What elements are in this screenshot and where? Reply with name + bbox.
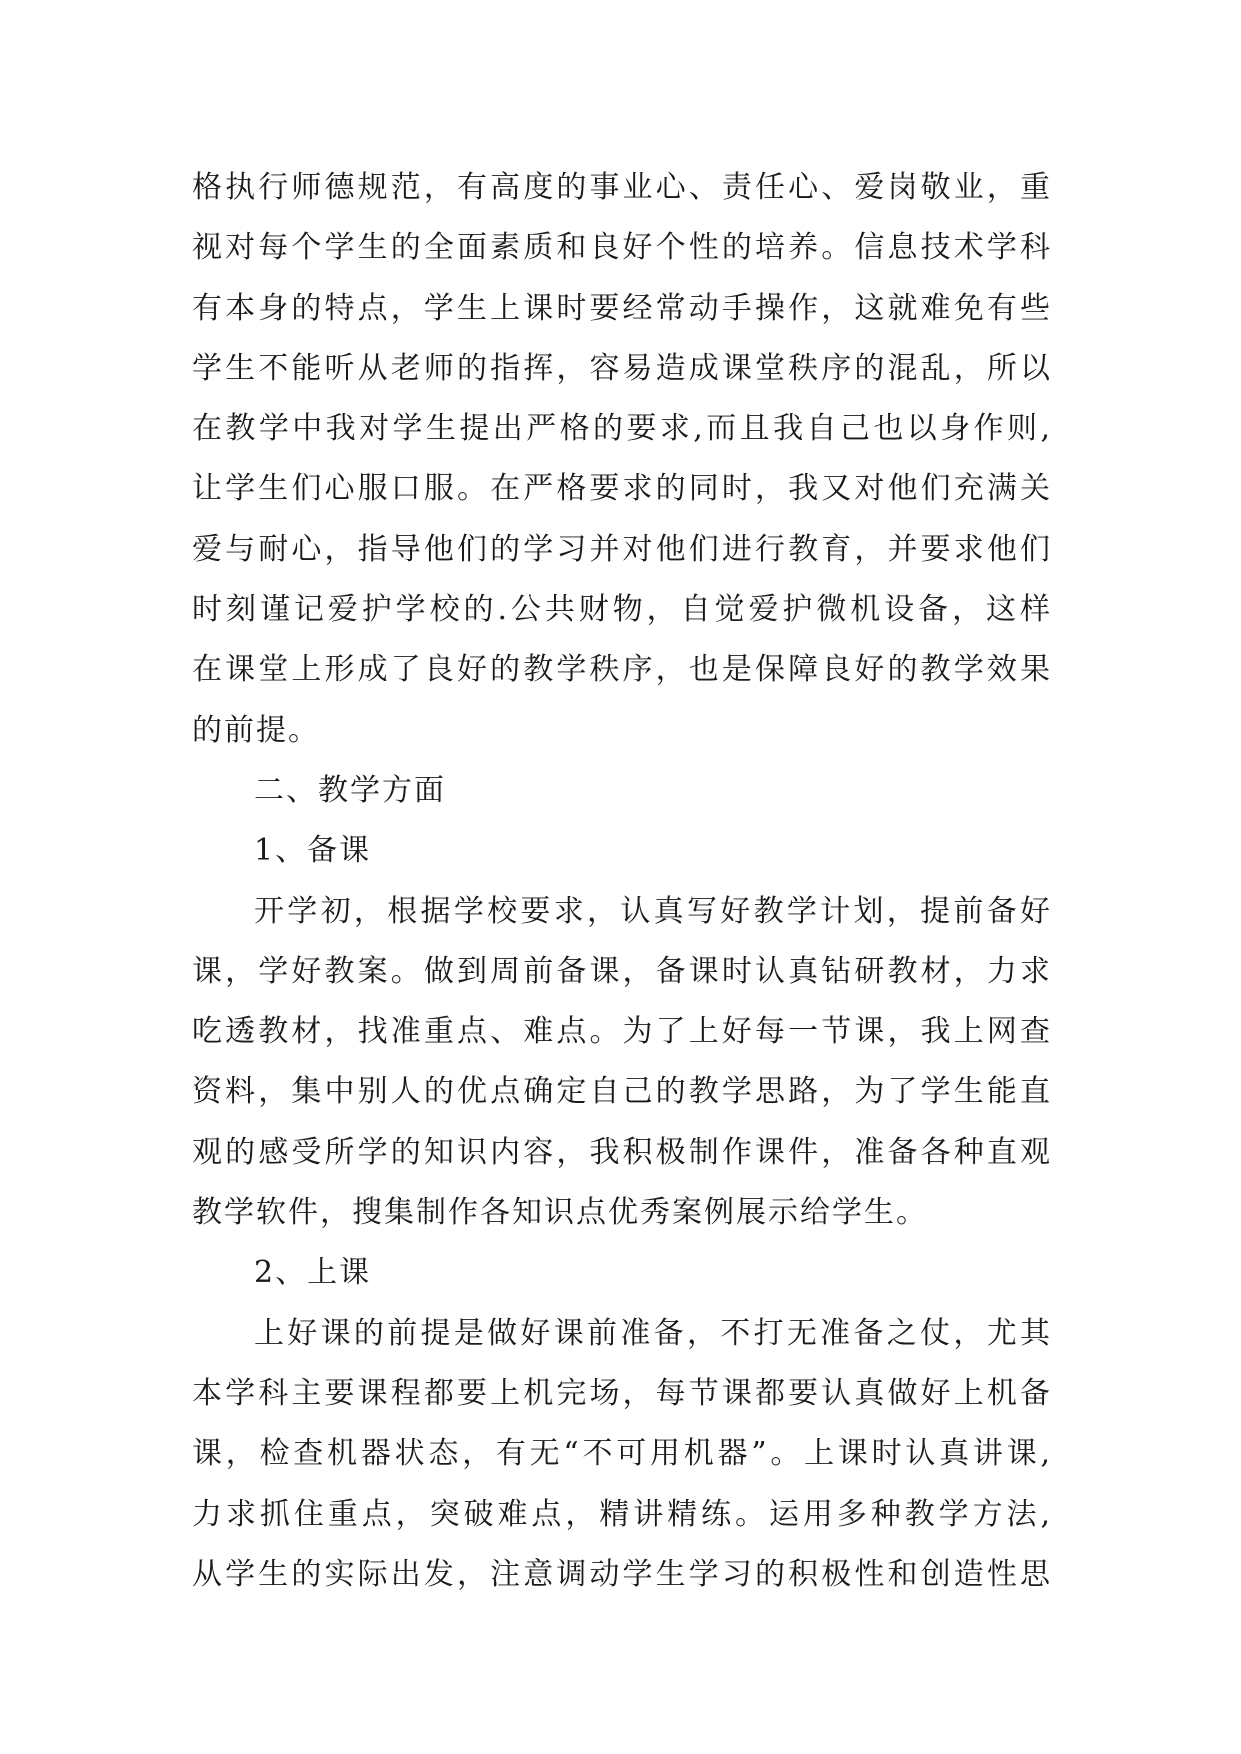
paragraph-class <box>192 1304 1052 1605</box>
paragraph-lesson-prep <box>192 882 1052 1244</box>
paragraph-teacher-ethics <box>192 158 1052 761</box>
text-line: 资料，集中别人的优点确定自己的教学思路，为了学生能直 <box>192 1074 1052 1110</box>
text-line: 的前提。 <box>192 712 320 748</box>
text-line: 爱与耐心，指导他们的学习并对他们进行教育，并要求他们 <box>192 531 1052 567</box>
text-line: 在教学中我对学生提出严格的要求,而且我自己也以身作则, <box>192 411 1052 447</box>
text-line: 让学生们心服口服。在严格要求的同时，我又对他们充满关 <box>192 471 1052 507</box>
document-body <box>192 158 1052 1605</box>
text-line: 学生不能听从老师的指挥，容易造成课堂秩序的混乱，所以 <box>192 350 1052 386</box>
text-line: 视对每个学生的全面素质和良好个性的培养。信息技术学科 <box>192 230 1052 266</box>
text-line: 课，检查机器状态，有无“不可用机器”。上课时认真讲课, <box>192 1436 1052 1472</box>
text-line: 格执行师德规范，有高度的事业心、责任心、爱岗敬业，重 <box>192 170 1052 205</box>
text-line: 有本身的特点，学生上课时要经常动手操作，这就难免有些 <box>192 290 1052 326</box>
section-heading-teaching: 二、教学方面 <box>254 772 446 808</box>
text-line: 上好课的前提是做好课前准备，不打无准备之仗，尤其 <box>254 1315 1052 1351</box>
text-line: 课，学好教案。做到周前备课，备课时认真钻研教材，力求 <box>192 953 1052 989</box>
text-line: 教学软件，搜集制作各知识点优秀案例展示给学生。 <box>192 1195 928 1231</box>
text-line: 在课堂上形成了良好的教学秩序，也是保障良好的教学效果 <box>192 652 1052 688</box>
text-line: 吃透教材，找准重点、难点。为了上好每一节课，我上网查 <box>192 1014 1052 1050</box>
text-line: 开学初，根据学校要求，认真写好教学计划，提前备好 <box>254 893 1052 929</box>
text-line: 从学生的实际出发，注意调动学生学习的积极性和创造性思 <box>192 1556 1052 1592</box>
subheading-lesson-prep: 1、备课 <box>254 833 372 869</box>
text-line: 观的感受所学的知识内容，我积极制作课件，准备各种直观 <box>192 1134 1052 1170</box>
text-line: 力求抓住重点，突破难点，精讲精练。运用多种教学方法, <box>192 1496 1052 1532</box>
subheading-class: 2、上课 <box>254 1255 372 1291</box>
text-line: 本学科主要课程都要上机完场，每节课都要认真做好上机备 <box>192 1375 1052 1411</box>
text-line: 时刻谨记爱护学校的.公共财物，自觉爱护微机设备，这样 <box>192 592 1052 628</box>
